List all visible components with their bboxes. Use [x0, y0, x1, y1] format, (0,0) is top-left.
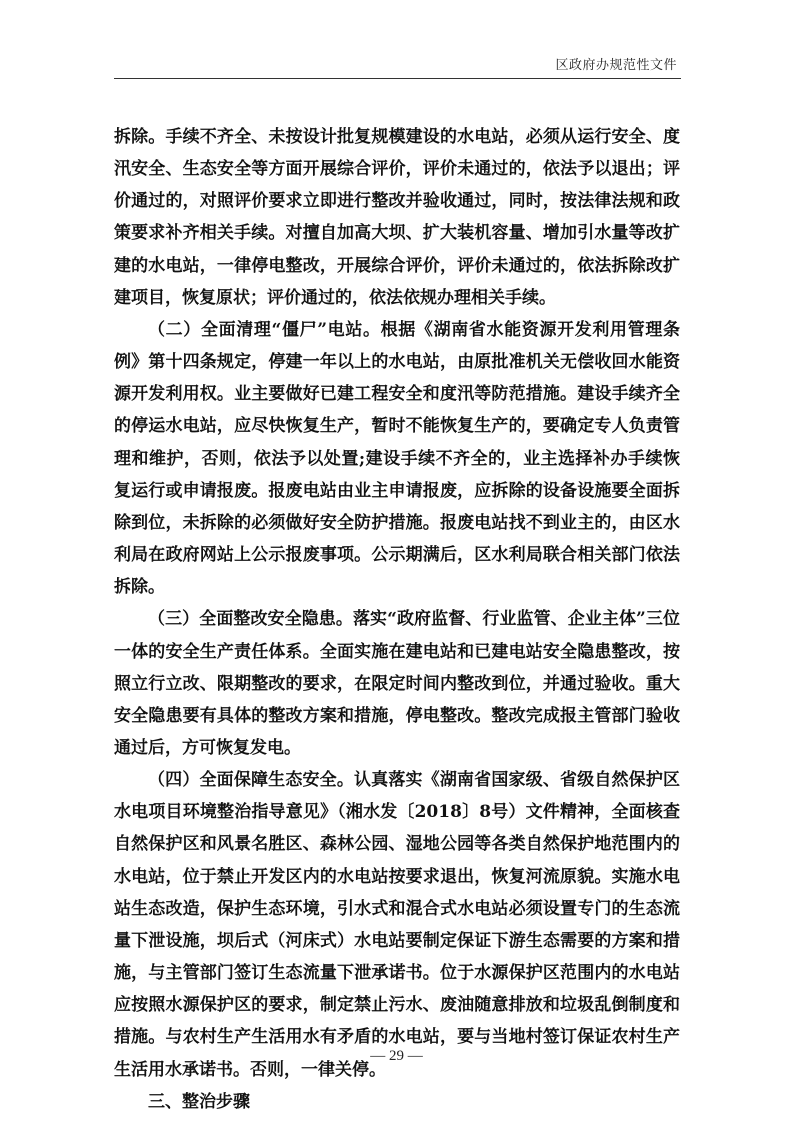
paragraph-continuation: 拆除。手续不齐全、未按设计批复规模建设的水电站，必须从运行安全、度汛安全、生态安全等方面开展综合评价，评价未通过的，依法予以退出；评价通过的，对照评价要求立即进行整改并验收通过，同时，按法律法规和政策要求补齐相关手续。对擅自加高大坝、扩大装机容量、增加引水量等改扩建的水电站，一律停电整改，开展综合评价，评价未通过的，依法拆除改扩建项目，恢复原状；评价通过的，依法依规办理相关手续。 [114, 127, 680, 308]
paragraph-ecological-safety: （四）全面保障生态安全。认真落实《湖南省国家级、省级自然保护区水电项目环境整治指导意见》（湘水发〔2018〕8号）文件精神，全面核查自然保护区和风景名胜区、森林公园、湿地公园等各类自然保护地范围内的水电站，位于禁止开发区内的水电站按要求退出，恢复河流原貌。实施水电站生态改造，保护生态环境，引水式和混合式水电站必须设置专门的生态流量下泄设施，坝后式（河床式）水电站要制定保证下游生态需要的方案和措施，与主管部门签订生态流量下泄承诺书。位于水源保护区范围内的水电站应按照水源保护区的要求，制定禁止污水、废油随意排放和垃圾乱倒制度和措施。与农村生产生活用水有矛盾的水电站，要与当地村签订保证农村生产生活用水承诺书。否则，一律关停。 [114, 770, 680, 1080]
page-number: — 29 — [370, 1048, 423, 1064]
document-body [114, 121, 680, 1118]
running-header: 区政府办规范性文件 [555, 58, 677, 73]
paragraph-safety-hazards: （三）全面整改安全隐患。落实“政府监督、行业监管、企业主体”三位一体的安全生产责任体系。全面实施在建电站和已建电站安全隐患整改，按照立行立改、限期整改的要求，在限定时间内整改到位，并通过验收。重大安全隐患要有具体的整改方案和措施，停电整改。整改完成报主管部门验收通过后，方可恢复发电。 [114, 609, 680, 758]
paragraph-zombie-stations: （二）全面清理“僵尸”电站。根据《湖南省水能资源开发利用管理条例》第十四条规定，停建一年以上的水电站，由原批准机关无偿收回水能资源开发利用权。业主要做好已建工程安全和度汛等防范措施。建设手续齐全的停运水电站，应尽快恢复生产，暂时不能恢复生产的，要确定专人负责管理和维护，否则，依法予以处置;建设手续不齐全的，业主选择补办手续恢复运行或申请报废。报废电站由业主申请报废，应拆除的设备设施要全面拆除到位，未拆除的必须做好安全防护措施。报废电站找不到业主的，由区水利局在政府网站上公示报废事项。公示期满后，区水利局联合相关部门依法拆除。 [114, 319, 680, 598]
header-rule [114, 78, 681, 79]
section-heading-steps: 三、整治步骤 [148, 1091, 250, 1112]
